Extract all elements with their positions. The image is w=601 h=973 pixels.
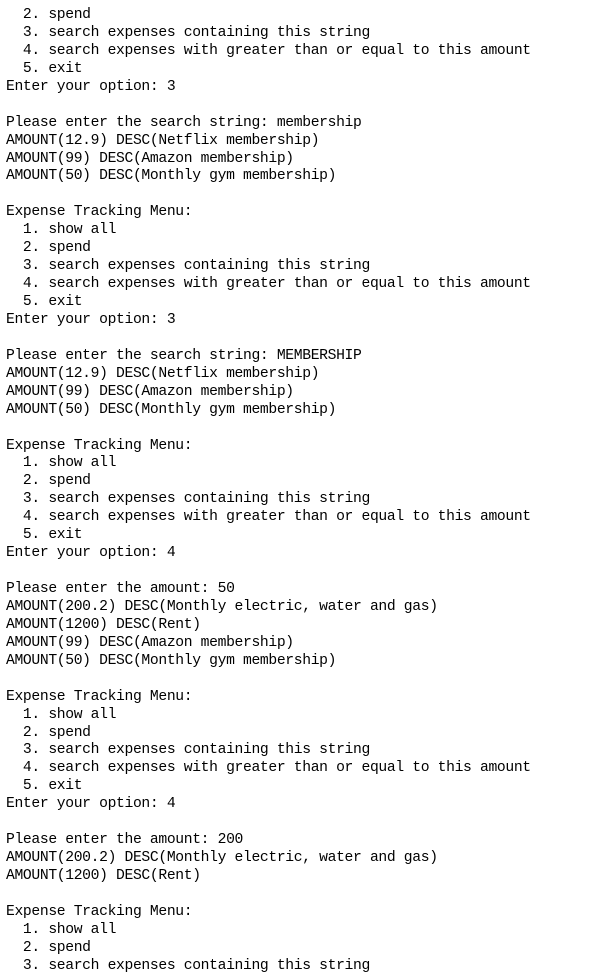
terminal-line: 1. show all xyxy=(6,455,117,472)
terminal-line: Expense Tracking Menu: xyxy=(6,437,193,454)
terminal-line: 4. search expenses with greater than or equal to this amount xyxy=(6,42,531,59)
terminal-line: AMOUNT(50) DESC(Monthly gym membership) xyxy=(6,168,337,185)
terminal-line: 2. spend xyxy=(6,240,91,257)
terminal-line: Enter your option: 3 xyxy=(6,78,176,95)
terminal-line: Enter your option: 4 xyxy=(6,545,176,562)
terminal-line: Expense Tracking Menu: xyxy=(6,204,193,221)
terminal-line: AMOUNT(50) DESC(Monthly gym membership) xyxy=(6,401,337,418)
terminal-line: AMOUNT(99) DESC(Amazon membership) xyxy=(6,634,294,651)
terminal-line: 2. spend xyxy=(6,724,91,741)
terminal-line xyxy=(6,814,601,832)
terminal-line: 2. spend xyxy=(6,473,91,490)
terminal-line: 2. spend xyxy=(6,939,91,956)
terminal-line: 1. show all xyxy=(6,222,117,239)
terminal-line: Enter your option: 3 xyxy=(6,311,176,328)
terminal-line: Please enter the amount: 200 xyxy=(6,832,243,849)
terminal-line: AMOUNT(12.9) DESC(Netflix membership) xyxy=(6,132,320,149)
terminal-line: 4. search expenses with greater than or equal to this amount xyxy=(6,276,531,293)
terminal-line: 4. search expenses with greater than or equal to this amount xyxy=(6,509,531,526)
terminal-line: 5. exit xyxy=(6,527,83,544)
terminal-line: AMOUNT(1200) DESC(Rent) xyxy=(6,868,201,884)
terminal-line: 3. search expenses containing this string xyxy=(6,742,370,759)
terminal-line: 3. search expenses containing this string xyxy=(6,957,370,973)
terminal-line: AMOUNT(200.2) DESC(Monthly electric, water and gas) xyxy=(6,598,438,615)
terminal-line: AMOUNT(99) DESC(Amazon membership) xyxy=(6,383,294,400)
terminal-line: 3. search expenses containing this string xyxy=(6,258,370,275)
terminal-line: AMOUNT(50) DESC(Monthly gym membership) xyxy=(6,652,337,669)
terminal-line: AMOUNT(99) DESC(Amazon membership) xyxy=(6,150,294,167)
terminal-line: Expense Tracking Menu: xyxy=(6,903,193,920)
terminal-line: 1. show all xyxy=(6,921,117,938)
terminal-line xyxy=(6,330,601,348)
terminal-line: AMOUNT(12.9) DESC(Netflix membership) xyxy=(6,365,320,382)
terminal-line: Enter your option: 4 xyxy=(6,796,176,813)
terminal-line: 2. spend xyxy=(6,7,91,23)
terminal-line xyxy=(6,563,601,581)
terminal-line xyxy=(6,886,601,904)
terminal-line: 5. exit xyxy=(6,60,83,77)
terminal-line: 1. show all xyxy=(6,706,117,723)
terminal-line: AMOUNT(1200) DESC(Rent) xyxy=(6,616,201,633)
terminal-line: AMOUNT(200.2) DESC(Monthly electric, water and gas) xyxy=(6,850,438,867)
terminal-line: Expense Tracking Menu: xyxy=(6,688,193,705)
terminal-line: 3. search expenses containing this string xyxy=(6,24,370,41)
terminal-line: 5. exit xyxy=(6,778,83,795)
terminal-line xyxy=(6,186,601,204)
terminal-line xyxy=(6,671,601,689)
terminal-line: 3. search expenses containing this string xyxy=(6,491,370,508)
terminal-line: 5. exit xyxy=(6,294,83,310)
terminal-line xyxy=(6,97,601,115)
terminal-line: Please enter the amount: 50 xyxy=(6,581,235,597)
terminal-line: Please enter the search string: membership xyxy=(6,114,362,131)
terminal-line: Please enter the search string: MEMBERSHIP xyxy=(6,347,362,364)
terminal-line xyxy=(6,420,601,438)
terminal-line: 4. search expenses with greater than or equal to this amount xyxy=(6,760,531,777)
